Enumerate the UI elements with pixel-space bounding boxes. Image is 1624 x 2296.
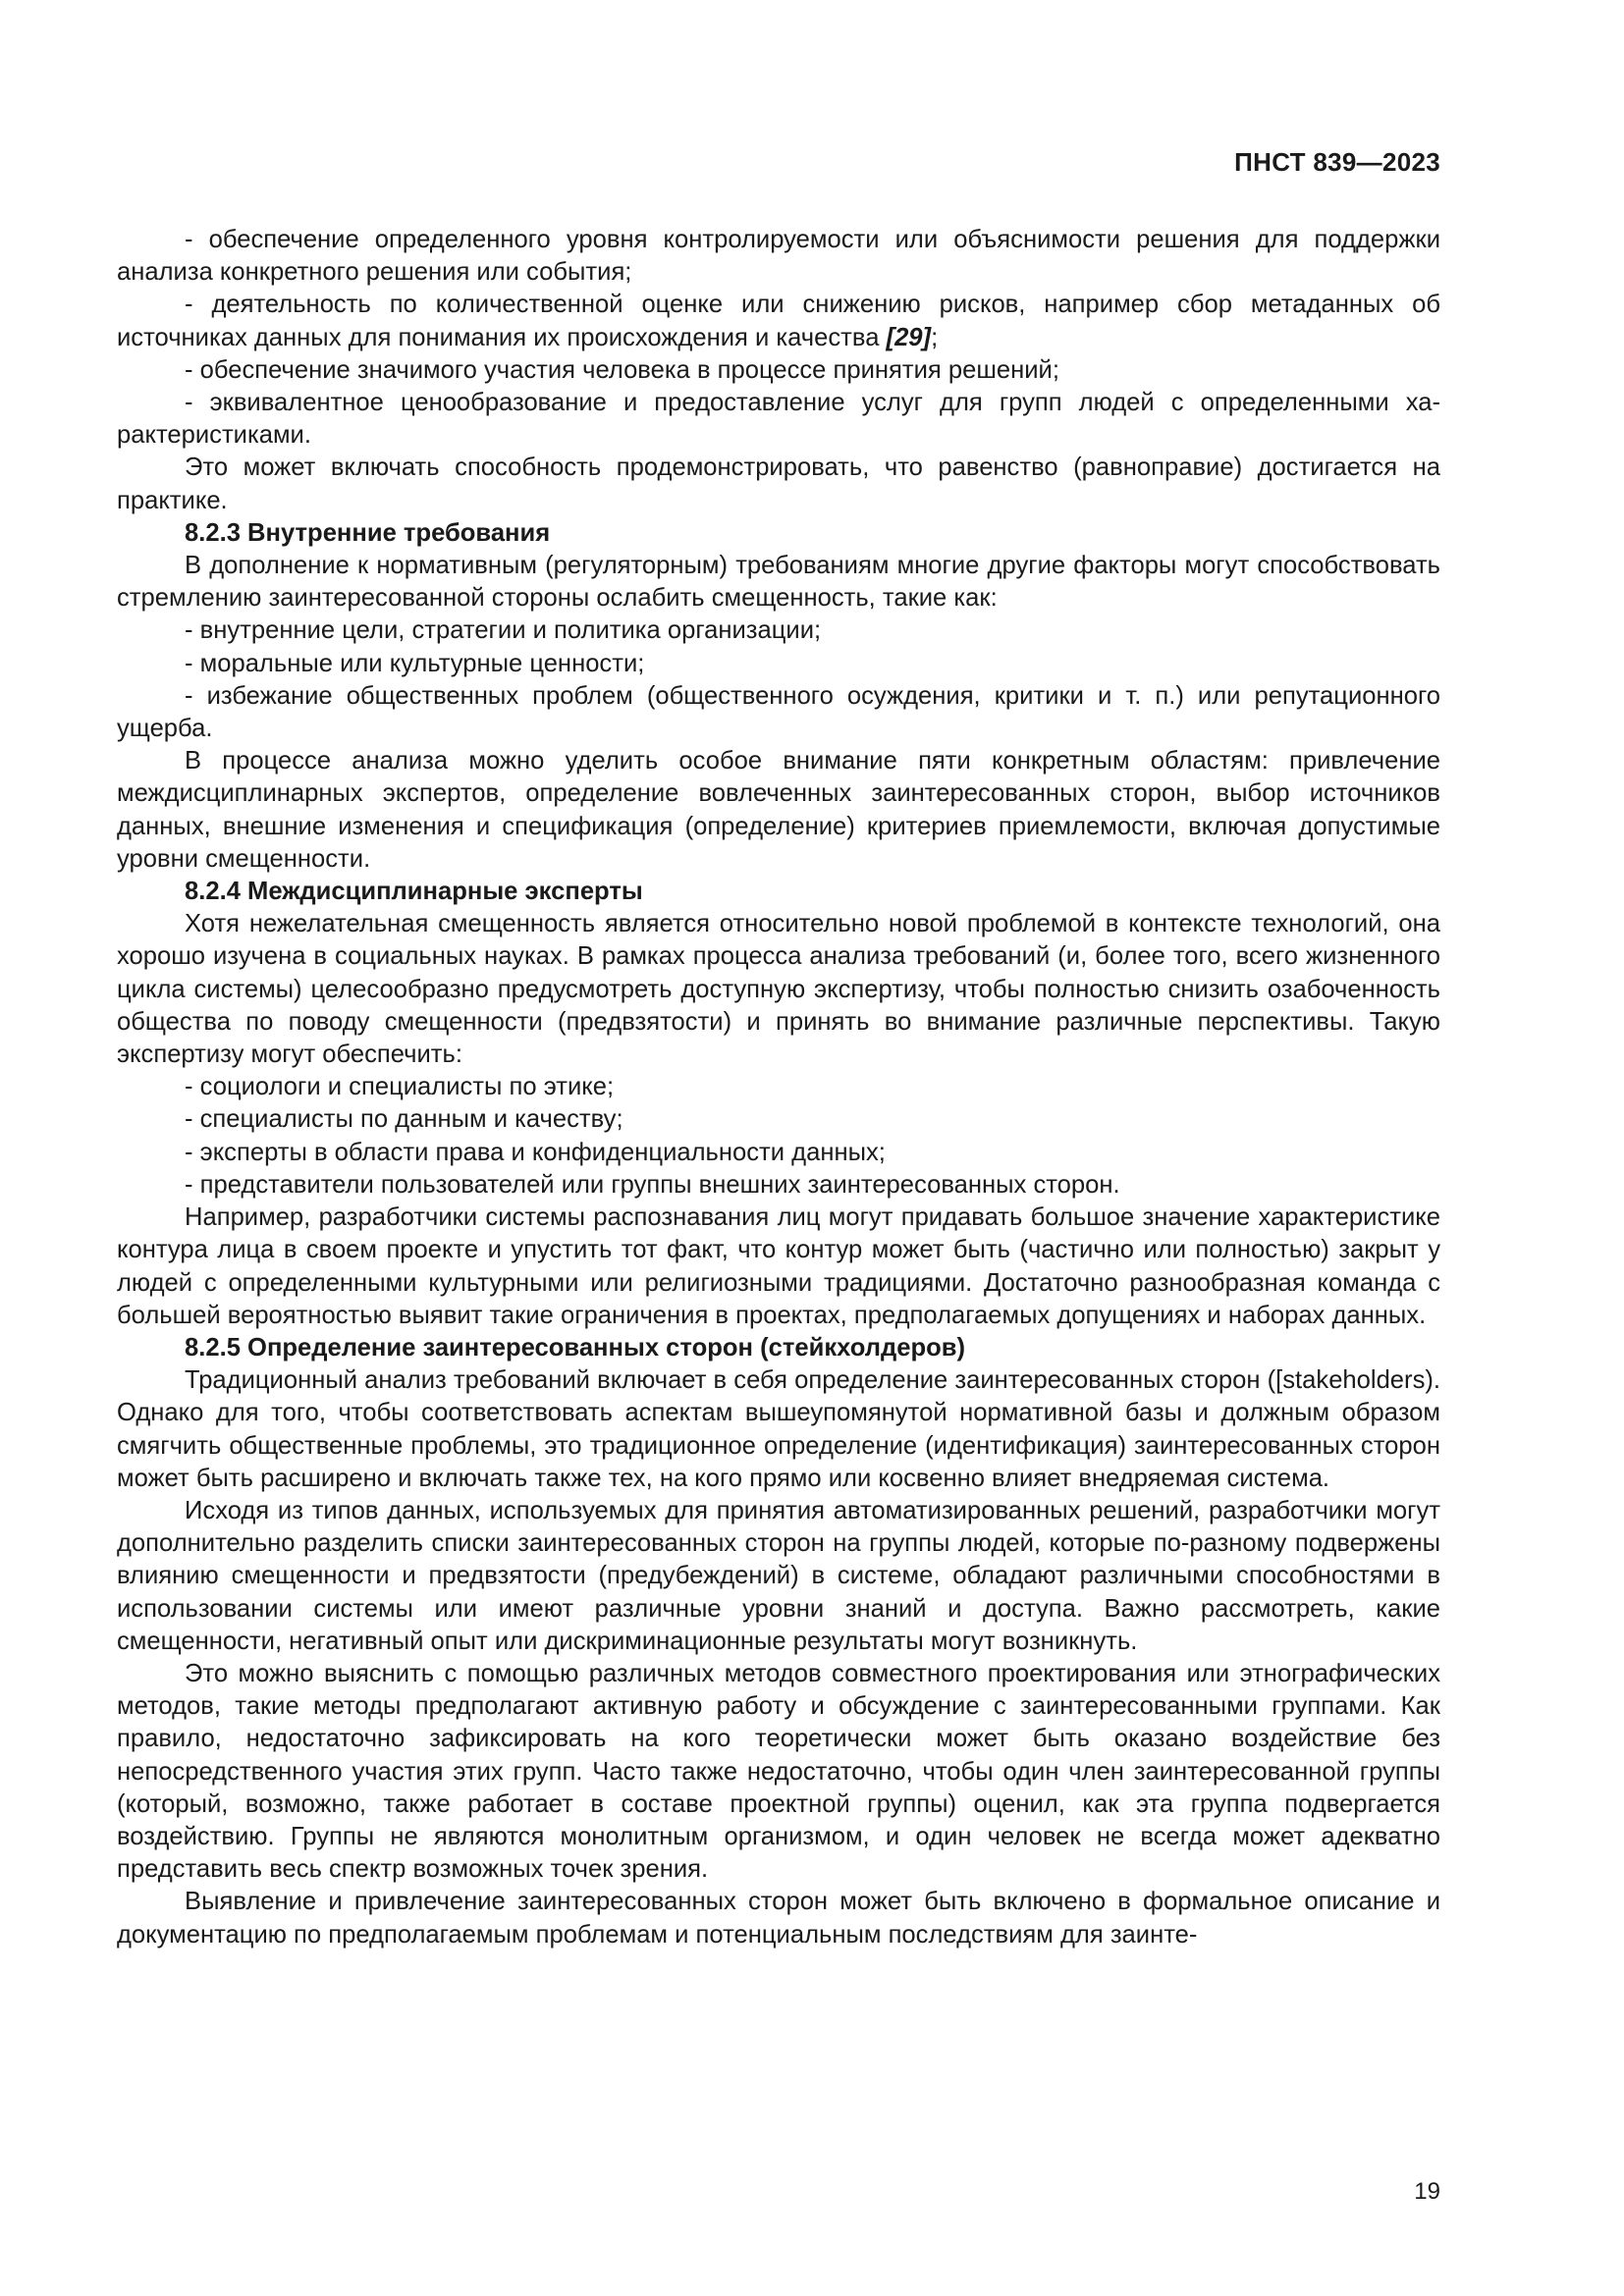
paragraph: Исходя из типов данных, используемых для принятия автоматизированных решений, разработчики могут дополнительно разделить списки заинтересованных сторон на группы людей, которые по-разному подвержены влиянию смещенности и предвзятости (предубеждений) в системе, обладают различными способностями в использовании системы или имеют различные уровни знаний и доступа. Важно рассмотреть, какие смещенности, негативный опыт или дискриминационные результаты могут возникнуть. (117, 1496, 1440, 1655)
paragraph: - обеспечение определенного уровня контролируемости или объяснимости решения для поддержки анализа конкретного решения или события; (117, 226, 1440, 287)
reference-link: [29] (886, 323, 932, 351)
paragraph: Выявление и привлечение заинтересованных сторон может быть включено в формальное описание и документацию по предполагаемым проблемам и потенциальным последствиям для заинте- (117, 1888, 1440, 1949)
paragraph: - обеспечение значимого участия человека в процессе принятия решений; (185, 355, 1059, 384)
paragraph (117, 289, 1440, 353)
section-heading: 8.2.3 Внутренние требования (185, 518, 551, 547)
document-body (117, 224, 1440, 1951)
paragraph-text: - деятельность по количественной оценке или снижению рисков, например сбор метаданных об источниках данных для понимания их происхождения и качества (117, 291, 1440, 351)
page-number: 19 (1414, 2178, 1440, 2205)
paragraph: - социологи и специалисты по этике; (185, 1073, 615, 1101)
paragraph: Это можно выяснить с помощью различных методов совместного проектирования или этнографических методов, такие методы предполагают активную работу и обсуждение с заинтересованными группами. Как правило, недостаточно зафиксировать на кого теоретически может быть оказано воздействие без непосредственного участия этих групп. Часто также недостаточно, чтобы один член заинтересованной группы (который, возможно, также работает в составе проектной группы) оценил, как эта группа подвергается воздействию. Группы не являются монолитным организмом, и один человек не всегда может адекватно представить весь спектр возможных точек зрения. (117, 1659, 1440, 1884)
paragraph: - моральные или культурные ценности; (185, 649, 645, 677)
paragraph: Традиционный анализ требований включает в себя определение заинтересованных сторон ([stakeholders). Однако для того, чтобы соответствовать аспектам вышеупомянутой нормативной базы и должным образом смягчить общественные проблемы, это традиционное определение (идентификация) заинтересованных сторон может быть расширено и включать также тех, на кого прямо или косвенно влияет внедряемая система. (117, 1366, 1440, 1492)
paragraph: - эксперты в области права и конфиденциальности данных; (185, 1138, 886, 1166)
paragraph: В дополнение к нормативным (регуляторным) требованиям многие другие факторы могут способствовать стремлению заинтересованной стороны ослабить смещенность, такие как: (117, 552, 1440, 613)
paragraph: - эквивалентное ценообразование и предоставление услуг для групп людей с определенными характеристиками. (117, 389, 1440, 450)
paragraph: - специалисты по данным и качеству; (185, 1105, 623, 1134)
paragraph: - внутренние цели, стратегии и политика организации; (185, 616, 822, 645)
paragraph: - представители пользователей или группы внешних заинтересованных сторон. (185, 1170, 1120, 1199)
paragraph: Например, разработчики системы распознавания лиц могут придавать большое значение характеристике контура лица в своем проекте и упустить тот факт, что контур может быть (частично или полностью) закрыт у людей с определенными культурными или религиозными традициями. Достаточно разнообразная команда с большей вероятностью выявит такие ограничения в проектах, предполагаемых допущениях и наборах данных. (117, 1203, 1440, 1329)
section-heading: 8.2.5 Определение заинтересованных сторон (стейкхолдеров) (185, 1333, 965, 1362)
section-heading: 8.2.4 Междисциплинарные эксперты (185, 878, 643, 906)
paragraph: Хотя нежелательная смещенность является относительно новой проблемой в контексте технологий, она хорошо изучена в социальных науках. В рамках процесса анализа требований (и, более того, всего жизненного цикла системы) целесообразно предусмотреть доступную экспертизу, чтобы полностью снизить озабоченность общества по поводу смещенности (предвзятости) и принять во внимание различные перспективы. Такую экспертизу могут обеспечить: (117, 910, 1440, 1069)
paragraph: В процессе анализа можно уделить особое внимание пяти конкретным областям: привлечение междисциплинарных экспертов, определение вовлеченных заинтересованных сторон, выбор источников данных, внешние изменения и спецификация (определение) критериев приемлемости, включая допустимые уровни смещенности. (117, 747, 1440, 873)
paragraph-text: ; (931, 323, 939, 351)
document-code: ПНСТ 839—2023 (1234, 147, 1440, 177)
paragraph: - избежание общественных проблем (общественного осуждения, критики и т. п.) или репутационного ущерба. (117, 681, 1440, 743)
paragraph: Это может включать способность продемонстрировать, что равенство (равноправие) достигается на практике. (117, 454, 1440, 514)
